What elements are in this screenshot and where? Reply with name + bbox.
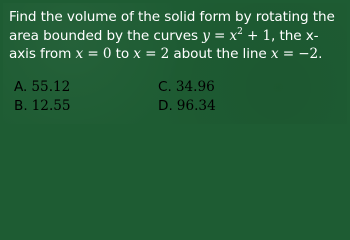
option-a-value: 55.12	[31, 79, 71, 95]
bound-x1-var: x	[75, 46, 84, 62]
eq-equals: =	[209, 27, 230, 44]
question-period: .	[318, 46, 323, 62]
question-line-1	[9, 8, 347, 27]
question-text-3c: about the line	[169, 46, 267, 62]
option-b[interactable]	[14, 97, 71, 116]
option-d-letter: D.	[158, 98, 173, 114]
option-a[interactable]	[14, 78, 70, 97]
question-line-2	[9, 27, 347, 46]
option-b-value: 12.55	[31, 98, 71, 114]
bound-upper: = 2	[140, 46, 170, 62]
eq-exponent: 2	[237, 26, 243, 37]
question-text-3a: axis from	[9, 46, 72, 62]
option-d-value: 96.34	[176, 98, 216, 114]
eq-x-var: x	[229, 27, 238, 44]
option-d[interactable]	[158, 97, 216, 116]
option-b-letter: B.	[14, 98, 28, 114]
question-text-2b: , the x-	[271, 27, 319, 44]
option-a-letter: A.	[14, 79, 28, 95]
eq-y-var: y	[202, 27, 210, 44]
question-text-3b: to	[111, 46, 130, 62]
option-c-value: 34.96	[175, 79, 215, 95]
option-c[interactable]	[158, 78, 215, 97]
question-line-3	[9, 45, 347, 64]
axis-x-var: x	[270, 46, 279, 62]
option-c-letter: C.	[158, 79, 172, 95]
axis-value: = −2	[278, 46, 319, 62]
eq-plus-one: + 1	[242, 27, 272, 44]
bound-lower: = 0	[83, 46, 112, 62]
bound-x2-var: x	[133, 46, 141, 62]
question-text-2a: area bounded by the curves	[9, 27, 198, 44]
question-text-1: Find the volume of the solid form by rotating the	[9, 9, 335, 25]
